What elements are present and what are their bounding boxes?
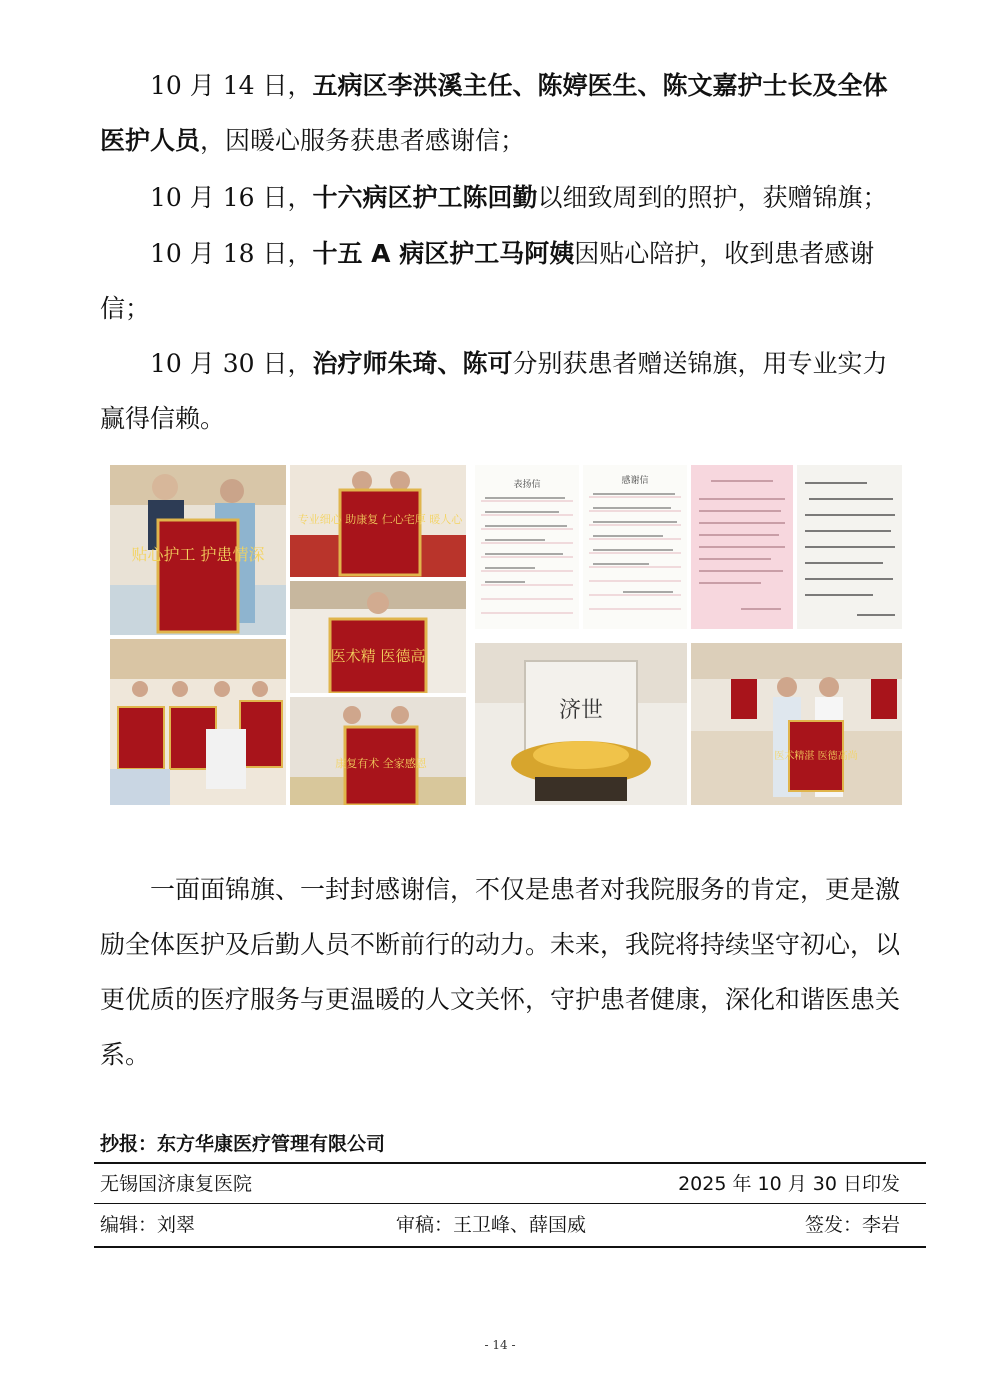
banner-text: 康复有术 全家感恩: [335, 757, 427, 770]
page-number: - 14 -: [484, 1338, 516, 1352]
letter-title: 表扬信: [513, 480, 541, 490]
paragraph-oct18: [100, 226, 900, 336]
banner-photo-1: [110, 465, 286, 635]
banner-text: 专业细心 助康复 仁心宅厚 暖人心: [297, 513, 463, 526]
thank-you-letter-3: [691, 465, 793, 629]
banner-photo-2: [290, 465, 466, 577]
thank-you-letter-2: [583, 465, 687, 629]
editor-line: 编辑：刘翠: [100, 1214, 196, 1236]
date-text: 10 月 18 日，: [150, 239, 313, 268]
honoree-text: 十五 A 病区护工马阿姨: [312, 239, 575, 268]
date-text: 10 月 14 日，: [150, 71, 313, 100]
footer-rule-middle: [94, 1203, 926, 1204]
thank-you-letter-1: [475, 465, 579, 629]
cc-line: 抄报：东方华康医疗管理有限公司: [100, 1133, 386, 1155]
footer-rule-bottom: [94, 1246, 926, 1248]
banner-photo-4: [290, 697, 466, 805]
photo-collage: [110, 465, 902, 805]
honoree-text: 治疗师朱琦、陈可: [312, 349, 513, 378]
paragraph-oct16: [100, 170, 900, 225]
closing-paragraph: 一面面锦旗、一封封感谢信，不仅是患者对我院服务的肯定，更是激励全体医护及后勤人员不断前行的动力。未来，我院将持续坚守初心，以更优质的医疗服务与更温暖的人文关怀，守护患者健康，深化和谐医患关系。: [100, 875, 901, 1069]
date-text: 10 月 16 日，: [150, 183, 313, 212]
trophy-photo: [475, 643, 687, 805]
banner-photo-3: [290, 581, 466, 693]
body-text: ，因暖心服务获患者感谢信；: [200, 126, 526, 155]
letter-title: 感谢信: [621, 476, 649, 486]
signer-line: 签发：李岩: [804, 1214, 900, 1236]
honoree-text: 十六病区护工陈回勤: [312, 183, 538, 212]
footer-rule-top: [94, 1162, 926, 1164]
paragraph-oct30: [100, 336, 900, 446]
body-text: 因贴心陪护，收到患者感谢信；: [100, 239, 875, 323]
thank-you-letter-4: [797, 465, 902, 629]
date-text: 10 月 30 日，: [150, 349, 313, 378]
banner-text: 贴心护工 护患情深: [131, 545, 265, 564]
reviewer-line: 审稿：王卫峰、薛国威: [396, 1214, 587, 1236]
organization-name: 无锡国济康复医院: [100, 1173, 253, 1195]
banner-photo-5: [691, 643, 902, 805]
paragraph-oct14: [100, 58, 900, 168]
body-text: 以细致周到的照护，获赠锦旗；: [537, 183, 888, 212]
group-banner-photo: [110, 639, 286, 805]
banner-text: 医术精湛 医德高尚: [774, 751, 858, 762]
issue-date: 2025 年 10 月 30 日印发: [678, 1173, 900, 1195]
body-text: 分别获患者赠送锦旗，用专业实力赢得信赖。: [100, 349, 888, 433]
banner-text: 医术精 医德高: [330, 647, 426, 665]
trophy-text: 济世: [558, 698, 604, 723]
honoree-text: 五病区李洪溪主任、陈婷医生、陈文嘉护士长及全体医护人员: [100, 71, 888, 155]
